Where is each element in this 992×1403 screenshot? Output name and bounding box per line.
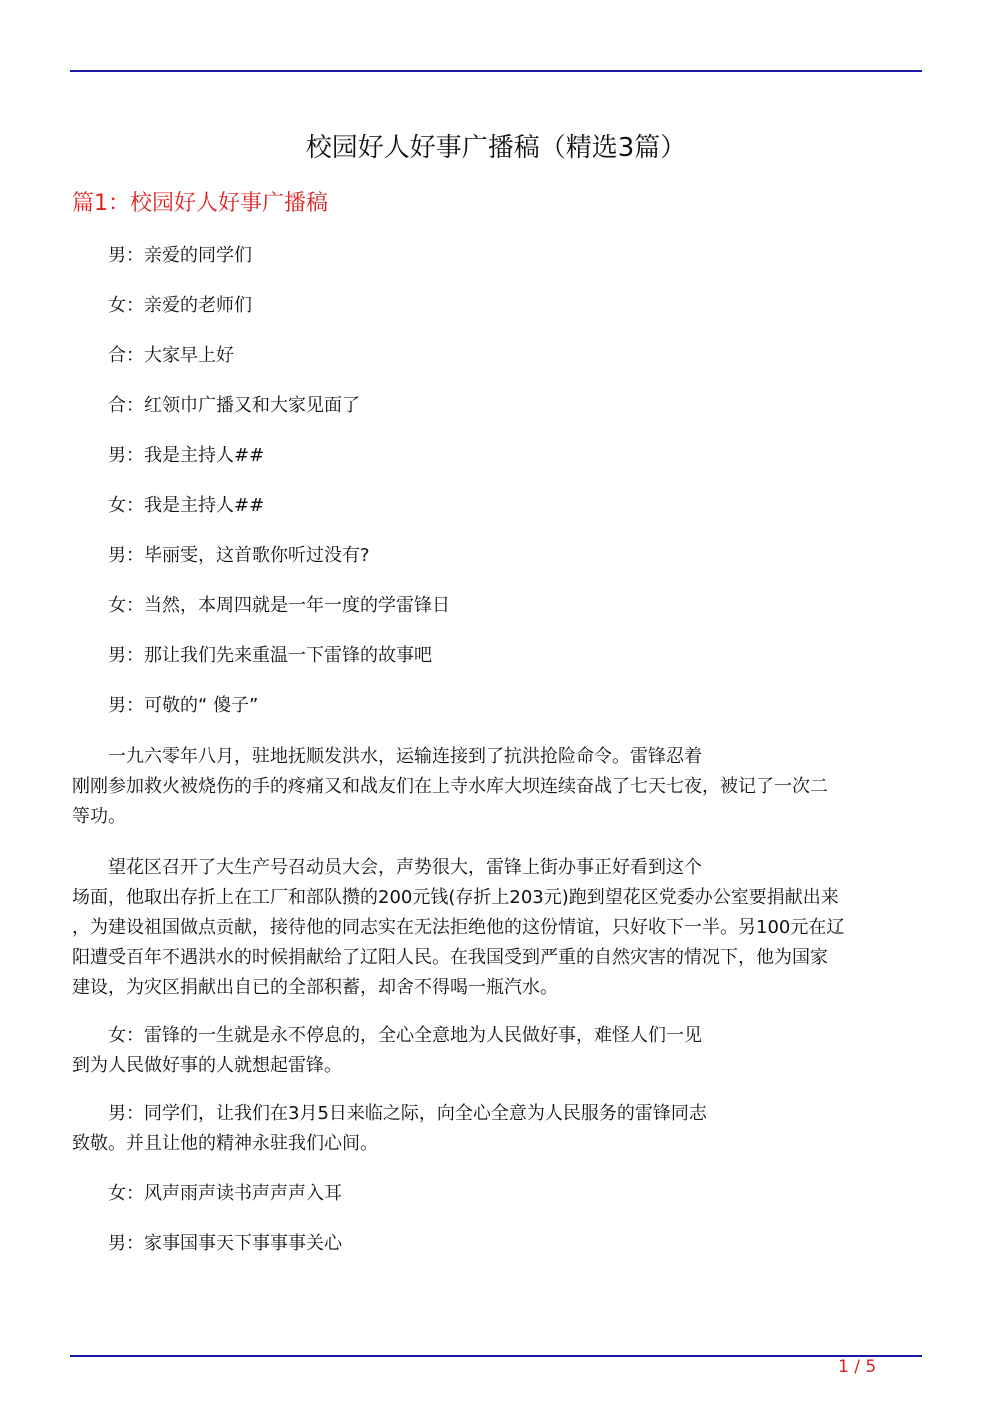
dialogue-line bbox=[72, 691, 922, 721]
paragraph-line: 女：雷锋的一生就是永不停息的，全心全意地为人民做好事，难怪人们一见 bbox=[108, 1025, 702, 1046]
paragraph-line: ，为建设祖国做点贡献，接待他的同志实在无法拒绝他的这份情谊，只好收下一半。另100元在辽 bbox=[72, 917, 845, 938]
paragraph-line: 致敬。并且让他的精神永驻我们心间。 bbox=[72, 1133, 378, 1154]
dialogue-line bbox=[72, 291, 922, 321]
dialogue-text: 男：亲爱的同学们 bbox=[108, 245, 252, 266]
dialogue-text: 合：大家早上好 bbox=[108, 345, 234, 366]
dialogue-line bbox=[72, 641, 922, 671]
paragraph-line: 建设，为灾区捐献出自已的全部积蓄，却舍不得喝一瓶汽水。 bbox=[72, 977, 558, 998]
dialogue-text: 男：那让我们先来重温一下雷锋的故事吧 bbox=[108, 645, 432, 666]
dialogue-line bbox=[72, 441, 922, 471]
paragraph-line: 刚刚参加救火被烧伤的手的疼痛又和战友们在上寺水库大坝连续奋战了七天七夜，被记了一次二 bbox=[72, 776, 828, 797]
page-number: 1 / 5 bbox=[838, 1357, 877, 1377]
paragraph bbox=[72, 1021, 922, 1081]
paragraph bbox=[72, 853, 922, 1003]
dialogue-text: 男：可敬的“ 傻子” bbox=[108, 695, 259, 716]
header-rule bbox=[70, 70, 922, 72]
paragraph bbox=[72, 742, 922, 832]
paragraph-line: 场面，他取出存折上在工厂和部队攒的200元钱(存折上203元)跑到望花区党委办公室要捐献出来 bbox=[72, 887, 839, 908]
dialogue-text: 男：毕丽雯，这首歌你听过没有? bbox=[108, 545, 370, 566]
document-title: 校园好人好事广播稿（精选3篇） bbox=[305, 133, 687, 163]
paragraph-line: 女：风声雨声读书声声声入耳 bbox=[108, 1183, 342, 1204]
paragraph bbox=[72, 1229, 922, 1259]
paragraph-line: 一九六零年八月，驻地抚顺发洪水，运输连接到了抗洪抢险命令。雷锋忍着 bbox=[108, 746, 702, 767]
paragraph-line: 望花区召开了大生产号召动员大会，声势很大，雷锋上街办事正好看到这个 bbox=[108, 857, 702, 878]
dialogue-line bbox=[72, 391, 922, 421]
footer-rule bbox=[70, 1355, 922, 1357]
dialogue-text: 合：红领巾广播又和大家见面了 bbox=[108, 395, 360, 416]
dialogue-line bbox=[72, 241, 922, 271]
dialogue-text: 女：我是主持人## bbox=[108, 495, 265, 516]
dialogue-line bbox=[72, 341, 922, 371]
paragraph-line: 阳遭受百年不遇洪水的时候捐献给了辽阳人民。在我国受到严重的自然灾害的情况下，他为国家 bbox=[72, 947, 828, 968]
dialogue-line bbox=[72, 541, 922, 571]
dialogue-line bbox=[72, 491, 922, 521]
section-heading: 篇1：校园好人好事广播稿 bbox=[72, 191, 328, 216]
paragraph-line: 男：家事国事天下事事事关心 bbox=[108, 1233, 342, 1254]
paragraph bbox=[72, 1179, 922, 1209]
paragraph-line: 到为人民做好事的人就想起雷锋。 bbox=[72, 1055, 342, 1076]
dialogue-text: 男：我是主持人## bbox=[108, 445, 265, 466]
paragraph bbox=[72, 1099, 922, 1159]
dialogue-text: 女：当然，本周四就是一年一度的学雷锋日 bbox=[108, 595, 450, 616]
paragraph-line: 等功。 bbox=[72, 806, 126, 827]
paragraph-line: 男：同学们，让我们在3月5日来临之际，向全心全意为人民服务的雷锋同志 bbox=[108, 1103, 707, 1124]
dialogue-line bbox=[72, 591, 922, 621]
dialogue-text: 女：亲爱的老师们 bbox=[108, 295, 252, 316]
